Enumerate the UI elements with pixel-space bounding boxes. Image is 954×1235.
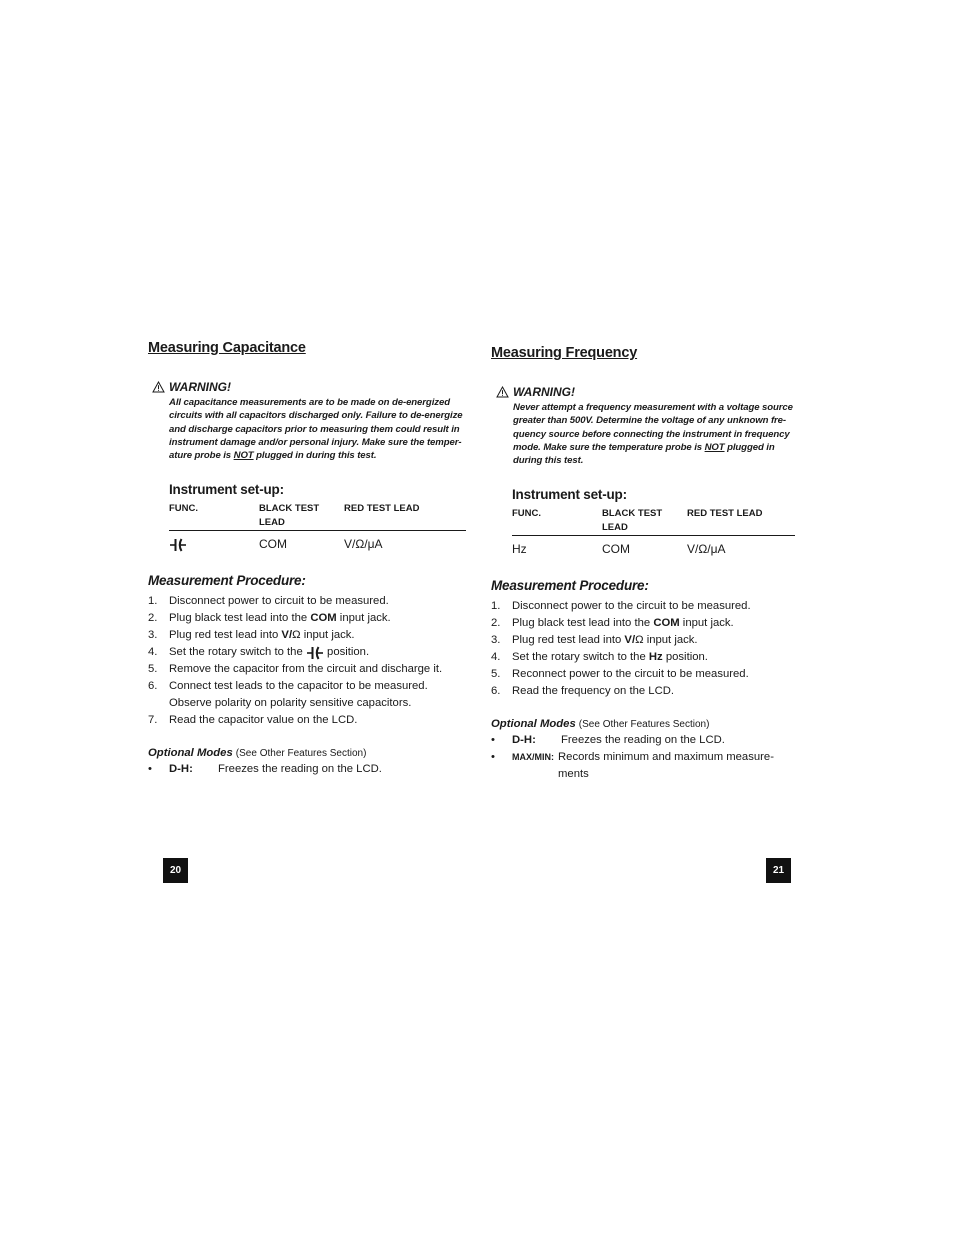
page-number-right: 21 (766, 858, 791, 883)
header-red: RED TEST LEAD (344, 502, 466, 531)
func-cell: Hz (512, 542, 527, 557)
black-lead-cell: COM (602, 542, 630, 557)
list-item: 5. Remove the capacitor from the circuit and discharge it. (148, 663, 443, 676)
warning-triangle-icon (152, 381, 165, 393)
warning-block (152, 380, 468, 462)
optional-modes (491, 718, 796, 783)
optional-modes (148, 747, 468, 778)
list-item: 2. Plug black test lead into the COM input jack. (491, 617, 734, 630)
list-item: 7. Read the capacitor value on the LCD. (148, 714, 358, 727)
warning-triangle-icon (496, 386, 509, 398)
optional-modes-note: (See Other Features Section) (578, 719, 710, 731)
capacitor-symbol-icon (306, 646, 324, 660)
header-func: FUNC. (512, 507, 602, 536)
warning-label: WARNING! (169, 380, 231, 394)
header-black: BLACK TEST LEAD (259, 502, 344, 531)
list-item: 3. Plug red test lead into V/Ω input jack. (148, 629, 355, 642)
func-cell (169, 531, 259, 554)
procedure-title: Measurement Procedure: (148, 573, 306, 589)
list-item: 4. Set the rotary switch to the position. (148, 646, 370, 659)
list-item: • D-H: Freezes the reading on the LCD. (491, 734, 725, 747)
procedure-title: Measurement Procedure: (491, 578, 649, 594)
list-item: 2. Plug black test lead into the COM input jack. (148, 612, 391, 625)
red-lead-cell: V/Ω/μA (344, 537, 383, 552)
setup-table (169, 502, 466, 553)
optional-modes-note: (See Other Features Section) (235, 748, 367, 760)
setup-title: Instrument set-up: (169, 482, 284, 498)
optional-modes-title: Optional Modes (491, 718, 576, 731)
list-item: 1. Disconnect power to the circuit to be measured. (491, 600, 751, 613)
list-item: 6. Connect test leads to the capacitor to be measured. Observe polarity on polarity sensitive capacitors. (148, 680, 428, 710)
black-lead-cell: COM (259, 537, 287, 552)
red-lead-cell: V/Ω/μA (687, 542, 726, 557)
warning-text: All capacitance measurements are to be made on de-energized circuits with all capacitors discharged only. Failure to de-energize and discharge capacitors prior to measuring them could result in instrument damage and/or personal injury. Make sure the temper- ature probe is NOT plugged in during this test. (169, 397, 463, 462)
header-red: RED TEST LEAD (687, 507, 795, 536)
capacitor-symbol-icon (169, 538, 187, 552)
procedure-steps (148, 593, 468, 729)
instrument-setup (169, 482, 468, 553)
list-item: • D-H: Freezes the reading on the LCD. (148, 763, 382, 776)
list-item: 6. Read the frequency on the LCD. (491, 685, 675, 698)
left-page (148, 340, 468, 778)
header-black: BLACK TEST LEAD (602, 507, 687, 536)
instrument-setup (512, 487, 796, 558)
header-func: FUNC. (169, 502, 259, 531)
list-item: 1. Disconnect power to circuit to be measured. (148, 595, 389, 608)
warning-label: WARNING! (513, 385, 575, 399)
section-title-frequency: Measuring Frequency (491, 345, 638, 361)
list-item: 5. Reconnect power to the circuit to be measured. (491, 668, 749, 681)
setup-table (512, 507, 795, 558)
list-item: 3. Plug red test lead into V/Ω input jack. (491, 634, 698, 647)
right-page (491, 345, 796, 783)
page-number-left: 20 (163, 858, 188, 883)
list-item: 4. Set the rotary switch to the Hz position. (491, 651, 708, 664)
procedure-steps (491, 598, 796, 700)
optional-modes-title: Optional Modes (148, 747, 233, 760)
warning-block (496, 385, 796, 467)
list-item: • MAX/MIN: Records minimum and maximum measure- ments (491, 751, 774, 781)
section-title-capacitance: Measuring Capacitance (148, 340, 306, 356)
warning-text: Never attempt a frequency measurement with a voltage source greater than 500V. Determine the voltage of any unknown fre- quency source before connecting the instrument in frequency mode. Make sure the temperature probe is NOT plugged in during this test. (513, 402, 793, 467)
setup-title: Instrument set-up: (512, 487, 627, 503)
